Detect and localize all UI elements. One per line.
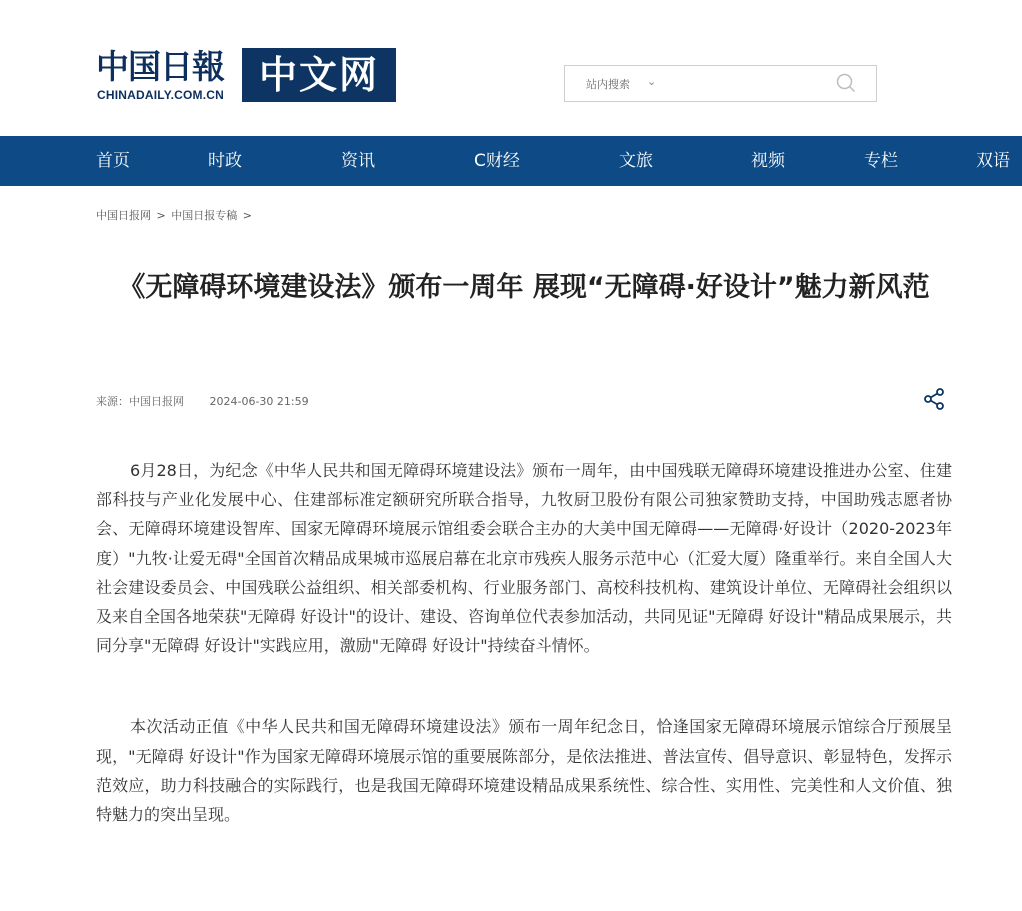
- chevron-down-icon[interactable]: ⌄: [647, 75, 657, 88]
- nav-item-home[interactable]: 首页: [96, 151, 130, 171]
- nav-item-bilingual[interactable]: 双语: [976, 151, 1010, 171]
- article-title: 《无障碍环境建设法》颁布一周年 展现“无障碍·好设计”魅力新风范: [118, 272, 930, 303]
- search-icon[interactable]: [835, 72, 857, 94]
- article-meta: [96, 393, 309, 409]
- article-source: 来源：中国日报网: [96, 395, 184, 408]
- article-body: [96, 456, 952, 881]
- nav-item-culture-travel[interactable]: 文旅: [619, 151, 653, 171]
- nav-item-politics[interactable]: 时政: [208, 151, 242, 171]
- nav-item-news[interactable]: 资讯: [341, 151, 375, 171]
- nav-item-columns[interactable]: 专栏: [864, 151, 898, 171]
- breadcrumb-item-home[interactable]: 中国日报网: [96, 209, 151, 222]
- logo-chinese-text: 中国日報: [96, 47, 224, 86]
- breadcrumb: [96, 207, 254, 223]
- article-date: 2024-06-30 21:59: [209, 395, 309, 408]
- nav-item-finance[interactable]: C财经: [474, 151, 520, 171]
- article-paragraph: 本次活动正值《中华人民共和国无障碍环境建设法》颁布一周年纪念日，恰逢国家无障碍环境展示馆综合厅预展呈现，"无障碍 好设计"作为国家无障碍环境展示馆的重要展陈部分，是依法推进、普法宣传、倡导意识、彰显特色，发挥示范效应，助力科技融合的实际践行，也是我国无障碍环境建设精品成果系统性、综合性、实用性、完美性和人文价值、独特魅力的突出呈现。: [96, 717, 952, 825]
- site-search-box[interactable]: [564, 65, 877, 102]
- article-paragraph: 6月28日，为纪念《中华人民共和国无障碍环境建设法》颁布一周年，由中国残联无障碍环境建设推进办公室、住建部科技与产业化发展中心、住建部标准定额研究所联合指导，九牧厨卫股份有限公司独家赞助支持，中国助残志愿者协会、无障碍环境建设智库、国家无障碍环境展示馆组委会联合主办的大美中国无障碍——无障碍·好设计（2020-2023年度）"九牧·让爱无碍"全国首次精品成果城市巡展启幕在北京市残疾人服务示范中心（汇爱大厦）隆重举行。来自全国人大社会建设委员会、中国残联公益组织、相关部委机构、行业服务部门、高校科技机构、建筑设计单位、无障碍社会组织以及来自全国各地荣获"无障碍 好设计"的设计、建设、咨询单位代表参加活动，共同见证"无障碍 好设计"精品成果展示，共同分享"无障碍 好设计"实践应用，激励"无障碍 好设计"持续奋斗情怀。: [96, 461, 952, 656]
- search-scope-label[interactable]: 站内搜索: [586, 78, 630, 91]
- share-icon[interactable]: [922, 387, 946, 411]
- breadcrumb-separator: >: [156, 209, 166, 222]
- logo-domain-text: CHINADAILY.COM.CN: [97, 88, 224, 102]
- breadcrumb-item-exclusive[interactable]: 中国日报专稿: [171, 209, 238, 222]
- main-nav: [0, 136, 1022, 186]
- breadcrumb-separator: >: [242, 209, 252, 222]
- site-logo[interactable]: [96, 48, 396, 102]
- nav-item-video[interactable]: 视频: [751, 151, 785, 171]
- logo-box: 中文网: [242, 48, 396, 102]
- site-header: [0, 0, 1022, 136]
